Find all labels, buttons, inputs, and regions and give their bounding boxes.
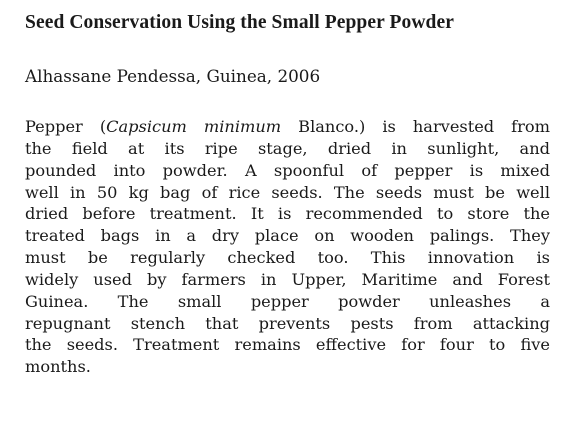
body-line: months.: [25, 357, 91, 377]
body-line: well in 50 kg bag of rice seeds. The seeds must be well: [25, 182, 550, 202]
body-line: pounded into powder. A spoonful of pepper is mixed: [25, 160, 550, 180]
body-line: the seeds. Treatment remains effective for four to five: [25, 335, 550, 355]
article-body: [25, 116, 550, 378]
body-line: treated bags in a dry place on wooden palings. They: [25, 226, 550, 246]
body-line: the field at its ripe stage, dried in sunlight, and: [25, 138, 550, 158]
article-title: Seed Conservation Using the Small Pepper Powder: [25, 12, 454, 33]
body-line: repugnant stench that prevents pests from attacking: [25, 313, 550, 333]
body-line: Guinea. The small pepper powder unleashes a: [25, 291, 550, 311]
body-text-segment: Pepper (: [25, 117, 107, 136]
body-text-segment: Blanco.) is harvested from: [281, 117, 551, 136]
body-line: dried before treatment. It is recommended to store the: [25, 204, 550, 224]
body-line: widely used by farmers in Upper, Maritime and Forest: [25, 269, 550, 289]
body-line: [25, 116, 550, 138]
species-name: Capsicum minimum: [106, 117, 282, 136]
author-byline: Alhassane Pendessa, Guinea, 2006: [25, 66, 321, 86]
body-line: must be regularly checked too. This innovation is: [25, 248, 550, 268]
